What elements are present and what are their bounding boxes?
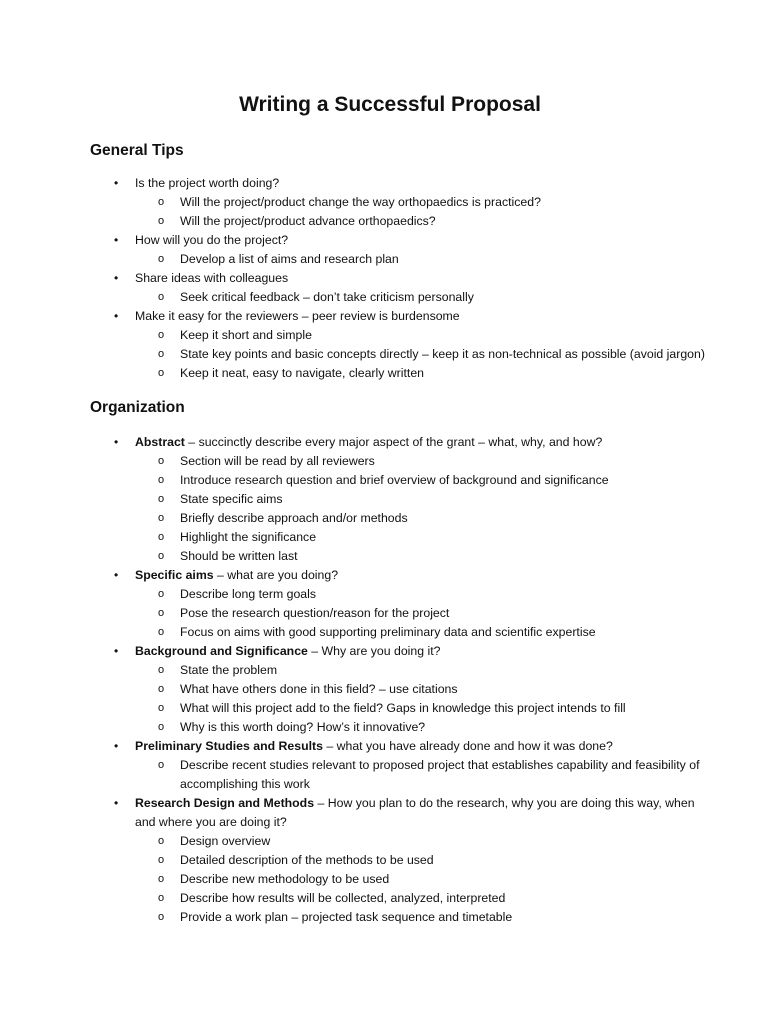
section-subitem: o Describe new methodology to be used xyxy=(135,870,708,889)
section-sublist xyxy=(135,661,708,737)
section-subitem: o Briefly describe approach and/or methods xyxy=(135,509,708,528)
section-subitem: o Design overview xyxy=(135,832,708,851)
page-title: Writing a Successful Proposal xyxy=(239,93,541,116)
tip-text: Share ideas with colleagues xyxy=(135,271,289,285)
section-description: – succinctly describe every major aspect of the grant – what, why, and how? xyxy=(184,435,603,449)
section-subitem: o Describe recent studies relevant to proposed project that establishes capability and feasibility of accomplishing this work xyxy=(135,756,708,794)
section-sublist xyxy=(135,585,708,642)
section-description: – Why are you doing it? xyxy=(307,644,441,658)
tip-sublist xyxy=(135,288,708,307)
tip-item xyxy=(90,174,708,231)
section-item xyxy=(90,642,708,737)
section-item xyxy=(90,737,708,794)
tip-item xyxy=(90,269,708,307)
section-subitem: o What have others done in this field? – use citations xyxy=(135,680,708,699)
tip-item xyxy=(90,231,708,269)
tip-subitem: o Seek critical feedback – don’t take criticism personally xyxy=(135,288,708,307)
section-sublist xyxy=(135,832,708,927)
section-subitem: o Describe long term goals xyxy=(135,585,708,604)
general-tips-heading: General Tips xyxy=(90,142,184,159)
tip-subitem: o Develop a list of aims and research plan xyxy=(135,250,708,269)
organization-heading: Organization xyxy=(90,399,185,416)
section-term: Preliminary Studies and Results xyxy=(135,739,323,753)
section-term: Research Design and Methods xyxy=(135,796,315,810)
section-item xyxy=(90,433,708,566)
section-subitem: o Focus on aims with good supporting preliminary data and scientific expertise xyxy=(135,623,708,642)
section-description: – what you have already done and how it was done? xyxy=(322,739,613,753)
organization-list xyxy=(90,433,708,927)
tip-sublist xyxy=(135,193,708,231)
tip-subitem: o State key points and basic concepts directly – keep it as non-technical as possible (avoid jargon) xyxy=(135,345,708,364)
tip-subitem: o Will the project/product change the way orthopaedics is practiced? xyxy=(135,193,708,212)
tip-item xyxy=(90,307,708,383)
section-subitem: o State specific aims xyxy=(135,490,708,509)
section-subitem: o Should be written last xyxy=(135,547,708,566)
section-sublist xyxy=(135,452,708,566)
section-subitem: o What will this project add to the field? Gaps in knowledge this project intends to fill xyxy=(135,699,708,718)
tip-sublist xyxy=(135,326,708,383)
tip-subitem: o Keep it neat, easy to navigate, clearly written xyxy=(135,364,708,383)
section-term: Specific aims xyxy=(135,568,214,582)
general-tips-list xyxy=(90,174,708,383)
tip-text: How will you do the project? xyxy=(135,233,289,247)
tip-text: Is the project worth doing? xyxy=(135,176,280,190)
section-subitem: o Introduce research question and brief overview of background and significance xyxy=(135,471,708,490)
section-item xyxy=(90,566,708,642)
section-subitem: o State the problem xyxy=(135,661,708,680)
section-subitem: o Provide a work plan – projected task sequence and timetable xyxy=(135,908,708,927)
section-term: Abstract xyxy=(135,435,185,449)
tip-sublist xyxy=(135,250,708,269)
section-description: – what are you doing? xyxy=(213,568,339,582)
section-subitem: o Pose the research question/reason for the project xyxy=(135,604,708,623)
section-sublist xyxy=(135,756,708,794)
section-subitem: o Highlight the significance xyxy=(135,528,708,547)
tip-subitem: o Keep it short and simple xyxy=(135,326,708,345)
section-subitem: o Why is this worth doing? How’s it innovative? xyxy=(135,718,708,737)
tip-subitem: o Will the project/product advance orthopaedics? xyxy=(135,212,708,231)
section-subitem: o Section will be read by all reviewers xyxy=(135,452,708,471)
section-subitem: o Describe how results will be collected, analyzed, interpreted xyxy=(135,889,708,908)
section-item xyxy=(90,794,708,927)
section-description: – How you plan to do the research, why you are doing this way, when and where you are doing it? xyxy=(135,796,695,829)
section-subitem: o Detailed description of the methods to be used xyxy=(135,851,708,870)
section-term: Background and Significance xyxy=(135,644,308,658)
tip-text: Make it easy for the reviewers – peer review is burdensome xyxy=(135,309,460,323)
